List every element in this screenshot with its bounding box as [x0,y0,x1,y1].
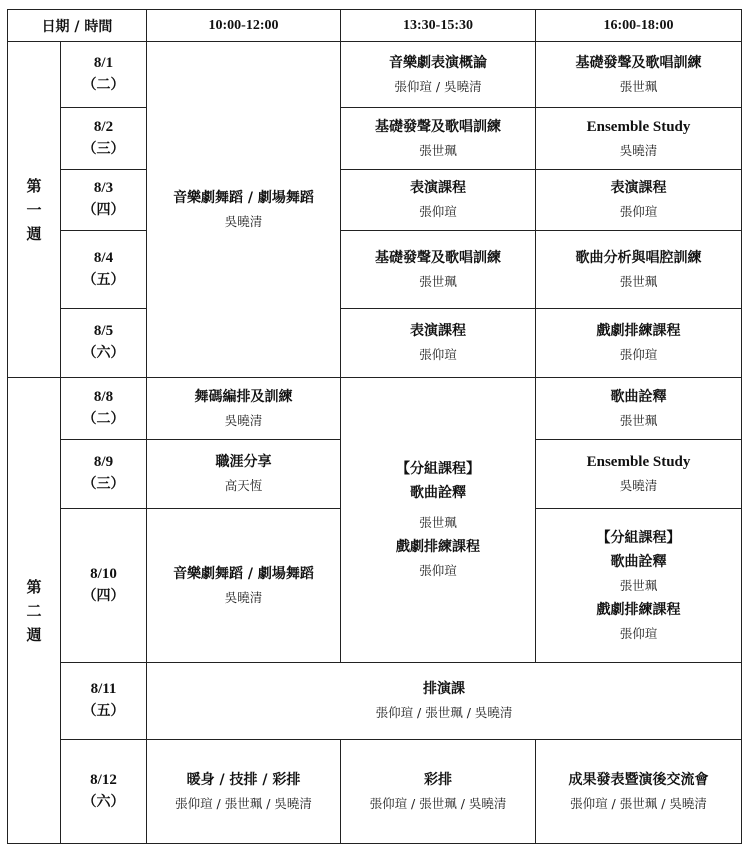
teacher-name: 張仰瑄 [419,347,457,362]
teacher-name: 張世珮 [419,273,457,289]
course-cell [536,440,742,509]
course-title: Ensemble Study [586,454,691,470]
date-cell [61,740,147,844]
course-cell-group [341,378,536,663]
header-slot-afternoon: 13:30-15:30 [341,10,536,42]
teacher-name: 張世珮 [619,577,658,593]
course-cell [536,108,742,170]
course-title: 音樂劇表演概論 [389,54,487,71]
weekday-text: （四） [82,202,125,218]
course-title: 歌曲詮釋 [610,388,667,405]
table-row [8,42,742,108]
date-text: 8/5 [93,323,114,339]
date-text: 8/3 [93,180,114,196]
week-char: 週 [26,625,42,644]
table-row [8,309,742,378]
table-row [8,740,742,844]
weekday-text: （五） [82,271,125,288]
course-title: 基礎發聲及歌唱訓練 [375,118,501,135]
date-text: 8/10 [90,565,117,582]
course-title: 舞碼編排及訓練 [194,388,293,405]
teacher-name: 張仰瑄 [419,204,457,219]
week-char: 一 [26,200,42,219]
teacher-name: 吳曉清 [619,142,658,158]
teacher-name: 張仰瑄 / 張世珮 / 吳曉清 [369,795,507,811]
teacher-name: 張世珮 [419,142,457,158]
course-title: Ensemble Study [586,118,691,135]
teacher-name: 張仰瑄 / 張世珮 / 吳曉清 [570,795,707,811]
course-title: 音樂劇舞蹈 / 劇場舞蹈 [173,565,314,582]
course-cell [536,378,742,440]
course-cell [147,42,341,378]
table-row [8,108,742,170]
course-cell [147,740,341,844]
teacher-name: 張仰瑄 / 張世珮 / 吳曉清 [175,795,312,811]
weekday-text: （六） [82,793,125,810]
weekday-text: （四） [82,587,125,604]
teacher-name: 張仰瑄 [619,625,658,641]
course-cell [536,309,742,378]
teacher-name: 吳曉清 [224,589,263,605]
table-row [8,663,742,740]
date-text: 8/8 [93,388,114,405]
course-title: 戲劇排練課程 [596,323,681,339]
date-text: 8/4 [93,249,114,266]
teacher-name: 張世珮 [619,412,658,428]
date-cell [61,663,147,740]
date-cell [61,231,147,309]
teacher-name: 張世珮 [619,273,658,289]
course-cell [341,740,536,844]
week-char: 週 [26,224,42,243]
teacher-name: 張仰瑄 / 吳曉清 [394,78,482,94]
header-row [8,10,742,42]
header-date-time: 日期 / 時間 [8,10,147,42]
week-1-label [8,42,61,378]
course-cell-group [536,509,742,663]
date-cell [61,42,147,108]
date-text: 8/12 [90,771,117,788]
date-cell [61,170,147,231]
date-cell [61,509,147,663]
date-text: 8/1 [93,54,114,71]
week-char: 二 [26,601,42,620]
course-title: 歌曲詮釋 [410,485,466,501]
course-cell [147,509,341,663]
teacher-name: 高天恆 [224,478,263,493]
course-title: 彩排 [424,771,452,788]
date-text: 8/9 [93,454,114,470]
group-heading: 【分組課程】 [596,529,681,546]
weekday-text: （三） [82,476,125,492]
course-title: 戲劇排練課程 [396,539,480,555]
date-cell [61,108,147,170]
date-cell [61,309,147,378]
header-slot-morning: 10:00-12:00 [147,10,341,42]
table-row [8,378,742,440]
week-2-label [8,378,61,844]
course-title: 基礎發聲及歌唱訓練 [575,54,702,71]
course-title: 暖身 / 技排 / 彩排 [186,771,301,788]
course-cell [341,108,536,170]
course-title: 成果發表暨演後交流會 [568,771,709,788]
weekday-text: （三） [82,140,125,157]
teacher-name: 張仰瑄 / 張世珮 / 吳曉清 [375,705,513,720]
teacher-name: 張仰瑄 [619,204,658,219]
course-title: 基礎發聲及歌唱訓練 [375,249,501,266]
weekday-text: （二） [82,410,125,427]
course-title: 表演課程 [610,180,667,196]
course-cell [341,170,536,231]
course-title: 表演課程 [410,180,466,196]
teacher-name: 張世珮 [419,515,457,530]
header-slot-evening: 16:00-18:00 [536,10,742,42]
course-title: 排演課 [423,681,465,697]
teacher-name: 吳曉清 [224,213,263,229]
course-cell [536,740,742,844]
course-title: 職涯分享 [215,454,272,470]
week-char: 第 [26,176,42,195]
weekday-text: （六） [82,345,125,361]
table-row [8,170,742,231]
teacher-name: 吳曉清 [224,412,263,428]
course-cell [147,378,341,440]
course-cell [147,440,341,509]
course-cell [341,309,536,378]
teacher-name: 張仰瑄 [419,563,457,578]
course-cell [536,170,742,231]
group-heading: 【分組課程】 [396,461,480,477]
week-char: 第 [26,577,42,596]
teacher-name: 吳曉清 [619,478,658,493]
date-cell [61,440,147,509]
course-title: 歌曲詮釋 [610,553,667,570]
weekday-text: （五） [82,703,125,719]
course-title: 歌曲分析與唱腔訓練 [575,249,702,266]
course-title: 音樂劇舞蹈 / 劇場舞蹈 [173,189,314,206]
date-text: 8/2 [93,118,114,135]
teacher-name: 張世珮 [619,78,658,94]
course-title: 戲劇排練課程 [596,601,681,618]
course-cell [536,231,742,309]
date-cell [61,378,147,440]
date-text: 8/11 [90,681,117,697]
table-row [8,231,742,309]
course-cell [536,42,742,108]
course-cell [341,231,536,309]
weekday-text: （二） [82,76,125,93]
course-title: 表演課程 [410,323,466,339]
course-cell [341,42,536,108]
teacher-name: 張仰瑄 [619,347,658,362]
schedule-table [7,9,742,844]
course-cell-allday [147,663,742,740]
